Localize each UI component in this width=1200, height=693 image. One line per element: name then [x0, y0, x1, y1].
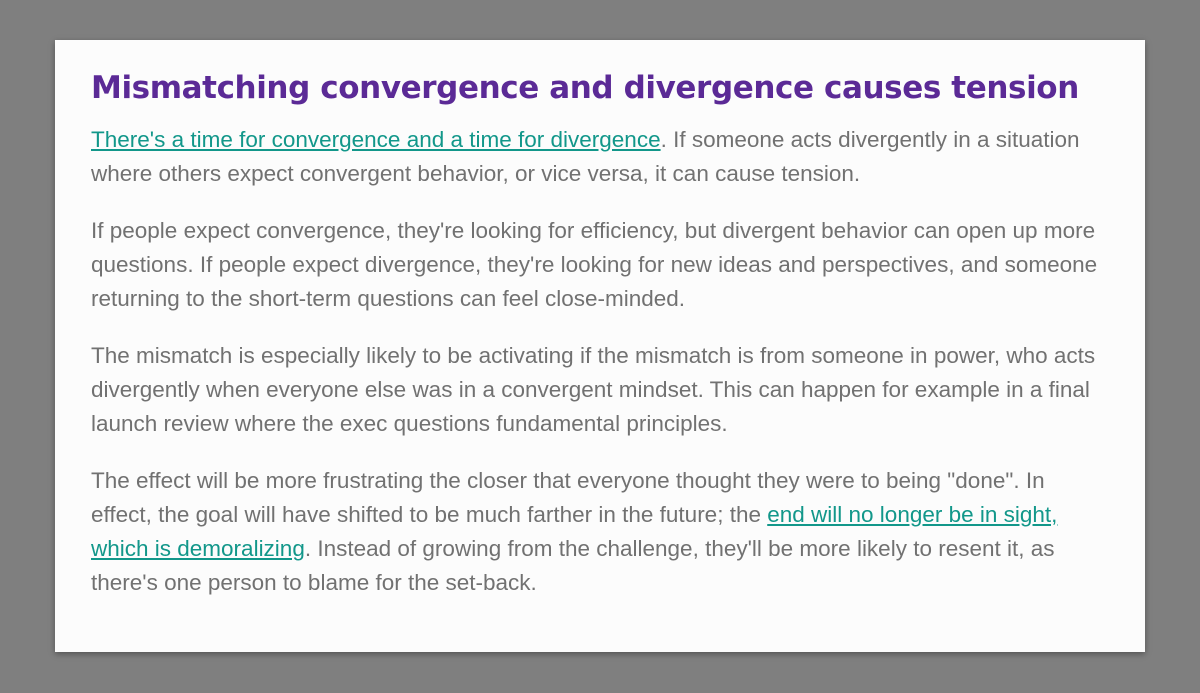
- paragraph-1: [91, 123, 1109, 191]
- paragraph-4-text-before: The effect will be more frustrating the closer that everyone thought they were to being "done". In effect, the goal will have shifted to be much farther in the future; the: [91, 468, 1045, 527]
- paragraph-3: The mismatch is especially likely to be activating if the mismatch is from someone in power, who acts divergently when everyone else was in a convergent mindset. This can happen for example in a final launch review where the exec questions fundamental principles.: [91, 343, 1096, 436]
- paragraph-1-text: . If someone acts divergently in a situation where others expect convergent behavior, or vice versa, it can cause tension.: [91, 127, 1080, 186]
- demoralizing-link[interactable]: end will no longer be in sight, which is demoralizing: [91, 502, 1058, 561]
- convergence-divergence-link[interactable]: There's a time for convergence and a time for divergence: [91, 127, 661, 152]
- article-card: [55, 40, 1145, 652]
- paragraph-2: If people expect convergence, they're looking for efficiency, but divergent behavior can open up more questions. If people expect divergence, they're looking for new ideas and perspectives, and someone returning to the short-term questions can feel close-minded.: [91, 218, 1098, 311]
- article-heading: Mismatching convergence and divergence causes tension: [91, 70, 1079, 106]
- paragraph-4: [91, 464, 1109, 600]
- paragraph-4-text-after: . Instead of growing from the challenge, they'll be more likely to resent it, as there's one person to blame for the set-back.: [91, 536, 1055, 595]
